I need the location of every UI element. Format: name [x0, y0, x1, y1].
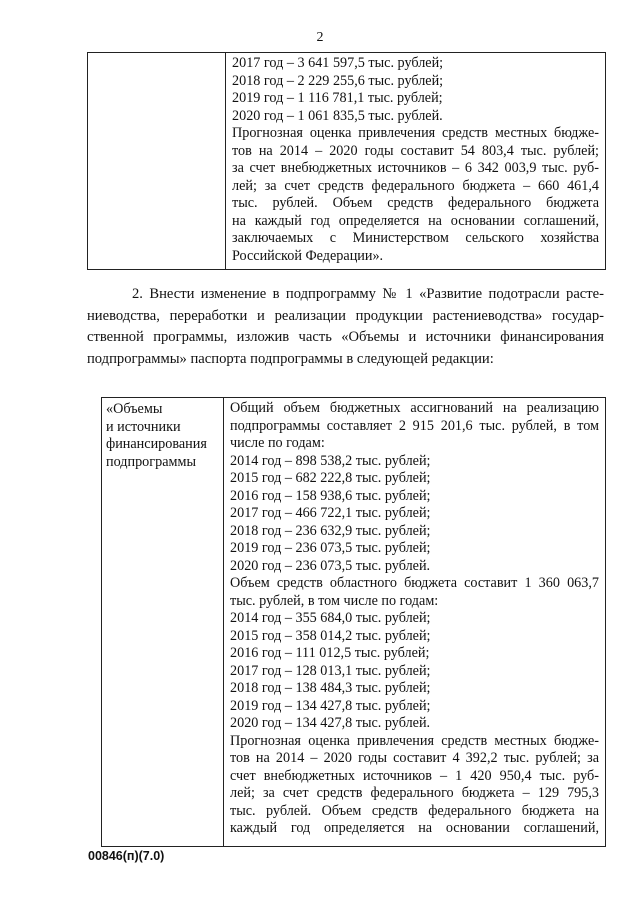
text-line: 2014 год – 355 684,0 тыс. рублей;	[230, 610, 431, 626]
document-code: 00846(п)(7.0)	[88, 849, 165, 863]
table-value-cell	[226, 53, 605, 269]
text-line: 2020 год – 1 061 835,5 тыс. рублей.	[232, 107, 443, 124]
paragraph-line: 2. Внести изменение в подпрограмму № 1 «Развитие подотрасли расте-	[132, 286, 604, 302]
text-line: Объем средств областного бюджета составит 1 360 063,7	[230, 575, 599, 591]
text-line: 2019 год – 236 073,5 тыс. рублей;	[230, 540, 431, 556]
text-line: 2014 год – 898 538,2 тыс. рублей;	[230, 452, 431, 469]
label-line: подпрограммы	[106, 453, 196, 470]
text-line: 2016 год – 158 938,6 тыс. рублей;	[230, 487, 431, 504]
text-line: Прогнозная оценка привлечения средств местных бюдже-	[230, 732, 599, 749]
text-line: тыс. рублей. Объем средств федерального бюджета	[232, 195, 599, 211]
table-value-cell	[224, 398, 605, 846]
text-line: лей; за счет средств федерального бюджета – 129 795,3	[230, 785, 599, 801]
text-line: 2017 год – 128 013,1 тыс. рублей;	[230, 662, 431, 679]
label-line: «Объемы	[106, 401, 163, 417]
label-line: и источники	[106, 418, 181, 435]
text-line: 2015 год – 682 222,8 тыс. рублей;	[230, 470, 431, 486]
table-label-cell-empty	[88, 53, 226, 269]
paragraph-line: ниеводства, переработки и реализации продукции растениеводства» государ-	[87, 307, 604, 324]
text-line: Российской Федерации».	[232, 247, 384, 264]
label-line: финансирования	[106, 436, 207, 452]
funding-table-continuation	[87, 52, 606, 270]
text-line: на каждый год определяется на основании соглашений,	[232, 212, 599, 229]
text-line: 2016 год – 111 012,5 тыс. рублей;	[230, 645, 430, 661]
text-line: 2018 год – 2 229 255,6 тыс. рублей;	[232, 72, 444, 89]
text-line: за счет внебюджетных источников – 6 342 003,9 тыс. руб-	[232, 160, 599, 176]
text-line: 2020 год – 134 427,8 тыс. рублей.	[230, 715, 431, 731]
text-line: каждый год определяется на основании соглашений,	[230, 820, 599, 836]
text-line: тов на 2014 – 2020 годы составит 54 803,4 тыс. рублей;	[232, 142, 599, 159]
text-line: тыс. рублей, в том числе по годам:	[230, 592, 439, 609]
text-line: тыс. рублей. Объем средств федерального бюджета на	[230, 802, 599, 819]
text-line: тов на 2014 – 2020 годы составит 4 392,2 тыс. рублей; за	[230, 750, 599, 766]
page-number: 2	[316, 30, 324, 45]
text-line: счет внебюджетных источников – 1 420 950,4 тыс. руб-	[230, 767, 599, 784]
paragraph-line: подпрограммы» паспорта подпрограммы в следующей редакции:	[87, 350, 494, 367]
text-line: Прогнозная оценка привлечения средств местных бюдже-	[232, 125, 599, 141]
text-line: 2018 год – 138 484,3 тыс. рублей;	[230, 680, 431, 696]
text-line: 2019 год – 1 116 781,1 тыс. рублей;	[232, 90, 443, 106]
paragraph-line: ственной программы, изложив часть «Объемы и источники финансирования	[87, 329, 604, 345]
text-line: лей; за счет средств федерального бюджета – 660 461,4	[232, 177, 599, 194]
text-line: 2015 год – 358 014,2 тыс. рублей;	[230, 627, 431, 644]
text-line: 2017 год – 466 722,1 тыс. рублей;	[230, 505, 431, 521]
text-line: числе по годам:	[230, 435, 325, 451]
text-line: 2018 год – 236 632,9 тыс. рублей;	[230, 522, 431, 539]
text-line: 2020 год – 236 073,5 тыс. рублей.	[230, 557, 431, 574]
text-line: 2017 год – 3 641 597,5 тыс. рублей;	[232, 55, 444, 71]
text-line: 2019 год – 134 427,8 тыс. рублей;	[230, 697, 431, 714]
text-line: Общий объем бюджетных ассигнований на реализацию	[230, 400, 599, 416]
table-label-cell	[102, 398, 224, 846]
text-line: подпрограммы составляет 2 915 201,6 тыс. рублей, в том	[230, 417, 599, 434]
funding-table	[101, 397, 606, 847]
amendment-paragraph	[87, 284, 604, 370]
text-line: заключаемых с Министерством сельского хозяйства	[232, 230, 599, 246]
